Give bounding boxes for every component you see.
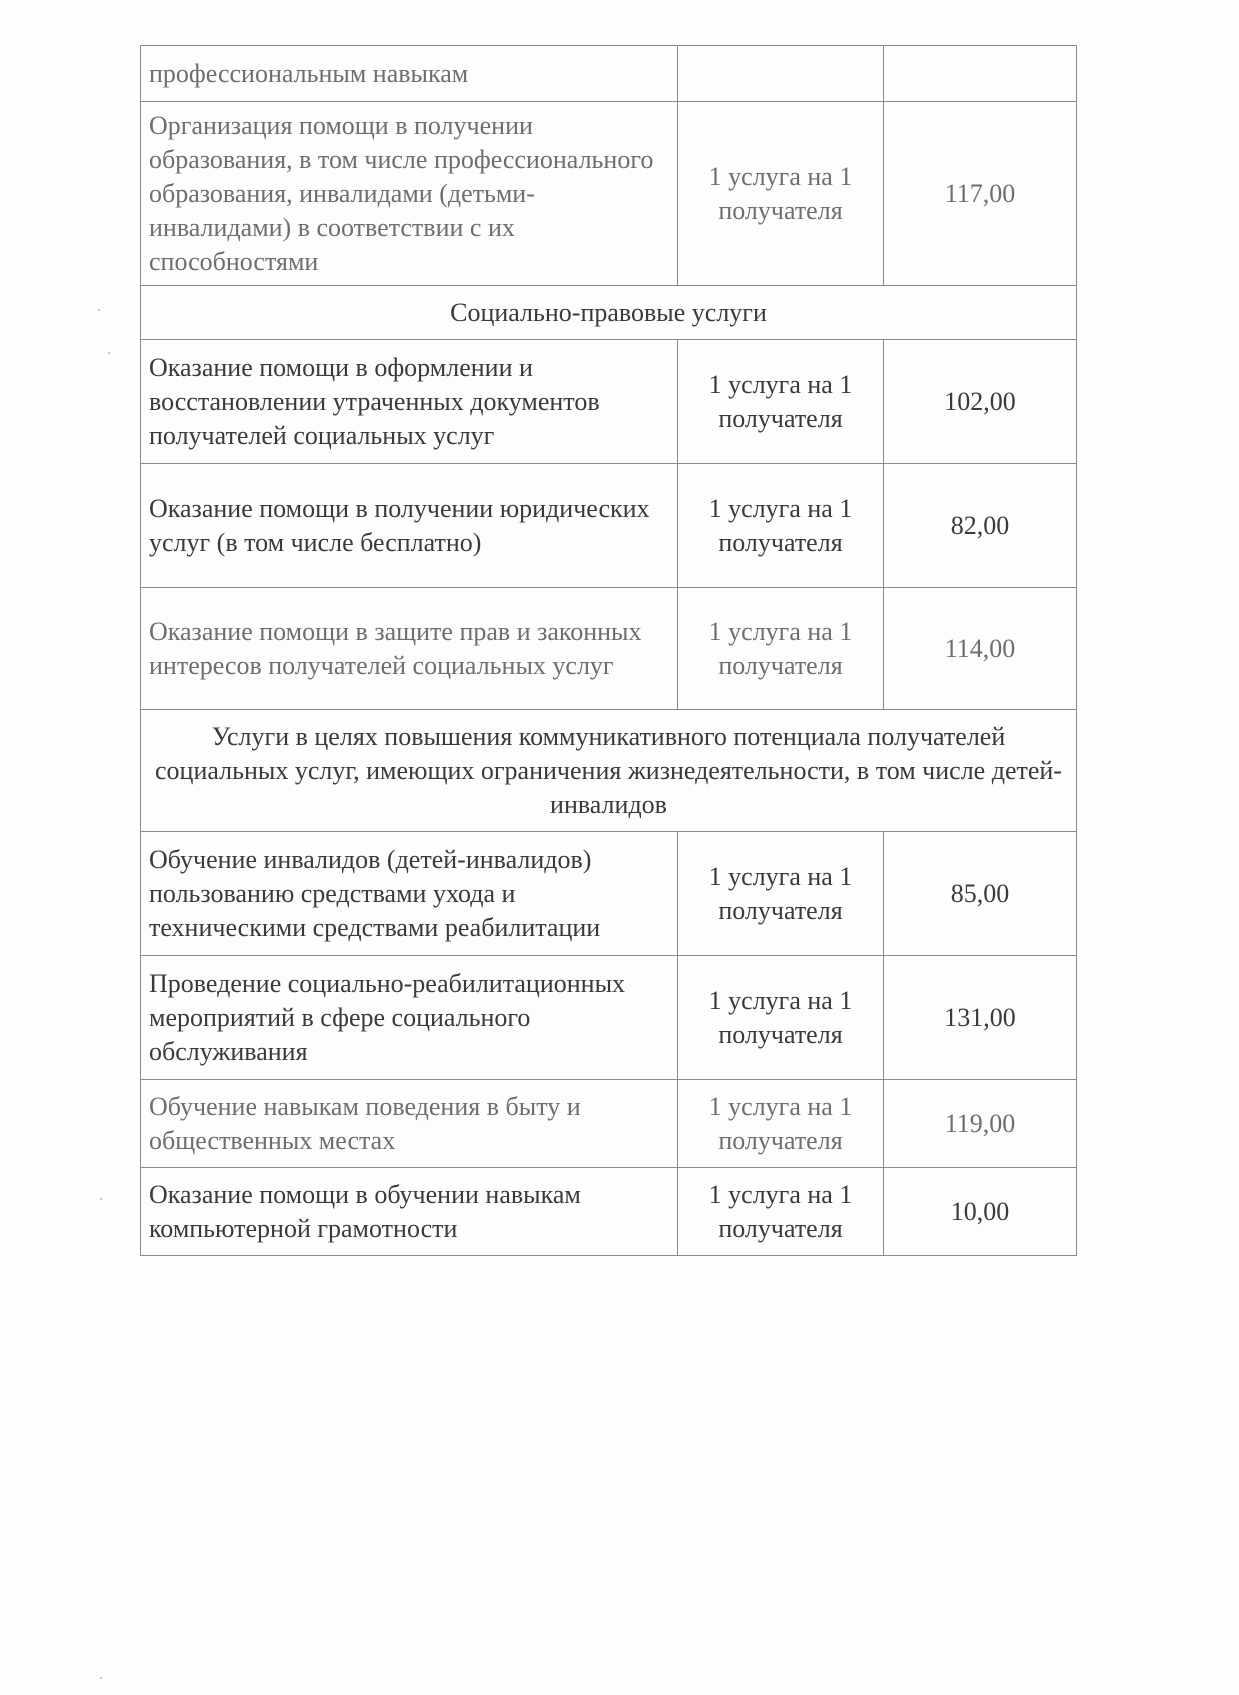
section-header-row — [141, 286, 1077, 340]
service-row — [141, 1080, 1077, 1168]
service-name-cell: Оказание помощи в защите прав и законных интересов получателей социальных услуг — [141, 588, 678, 710]
service-unit-cell: 1 услуга на 1 получателя — [678, 1080, 884, 1168]
service-name-cell: Оказание помощи в получении юридических услуг (в том числе бесплатно) — [141, 464, 678, 588]
service-row — [141, 102, 1077, 286]
service-price-cell: 102,00 — [884, 340, 1077, 464]
services-table — [140, 45, 1077, 1256]
service-price-cell: 131,00 — [884, 956, 1077, 1080]
scan-speck — [98, 309, 100, 311]
service-name-cell: Оказание помощи в обучении навыкам компьютерной грамотности — [141, 1168, 678, 1256]
service-name-cell: Проведение социально-реабилитационных мероприятий в сфере социального обслуживания — [141, 956, 678, 1080]
service-name-cell: Организация помощи в получении образования, в том числе профессионального образования, инвалидами (детьми-инвалидами) в соответствии с их способностями — [141, 102, 678, 286]
service-row — [141, 340, 1077, 464]
service-unit-cell: 1 услуга на 1 получателя — [678, 102, 884, 286]
service-row — [141, 46, 1077, 102]
service-row — [141, 1168, 1077, 1256]
service-price-cell: 85,00 — [884, 832, 1077, 956]
service-unit-cell: 1 услуга на 1 получателя — [678, 340, 884, 464]
service-unit-cell: 1 услуга на 1 получателя — [678, 956, 884, 1080]
service-price-cell: 117,00 — [884, 102, 1077, 286]
scan-speck — [100, 1677, 102, 1679]
service-name-cell: Обучение навыкам поведения в быту и общественных местах — [141, 1080, 678, 1168]
service-unit-cell: 1 услуга на 1 получателя — [678, 464, 884, 588]
service-unit-cell: 1 услуга на 1 получателя — [678, 588, 884, 710]
scan-speck — [100, 1198, 102, 1200]
service-price-cell: 114,00 — [884, 588, 1077, 710]
service-name-cell: Оказание помощи в оформлении и восстановлении утраченных документов получателей социальных услуг — [141, 340, 678, 464]
service-name-cell: Обучение инвалидов (детей-инвалидов) пользованию средствами ухода и техническими средствами реабилитации — [141, 832, 678, 956]
service-row — [141, 832, 1077, 956]
service-price-cell: 82,00 — [884, 464, 1077, 588]
section-header-row — [141, 710, 1077, 832]
service-unit-cell: 1 услуга на 1 получателя — [678, 1168, 884, 1256]
services-table-body — [141, 46, 1077, 1256]
section-title: Социально-правовые услуги — [141, 286, 1077, 340]
service-name-cell: профессиональным навыкам — [141, 46, 678, 102]
service-price-cell: 10,00 — [884, 1168, 1077, 1256]
service-row — [141, 464, 1077, 588]
service-row — [141, 588, 1077, 710]
section-title: Услуги в целях повышения коммуникативного потенциала получателей социальных услуг, имеющих ограничения жизнедеятельности, в том числе детей-инвалидов — [141, 710, 1077, 832]
service-unit-cell: 1 услуга на 1 получателя — [678, 832, 884, 956]
scan-speck — [108, 352, 110, 354]
service-price-cell: 119,00 — [884, 1080, 1077, 1168]
service-unit-cell — [678, 46, 884, 102]
service-row — [141, 956, 1077, 1080]
service-price-cell — [884, 46, 1077, 102]
